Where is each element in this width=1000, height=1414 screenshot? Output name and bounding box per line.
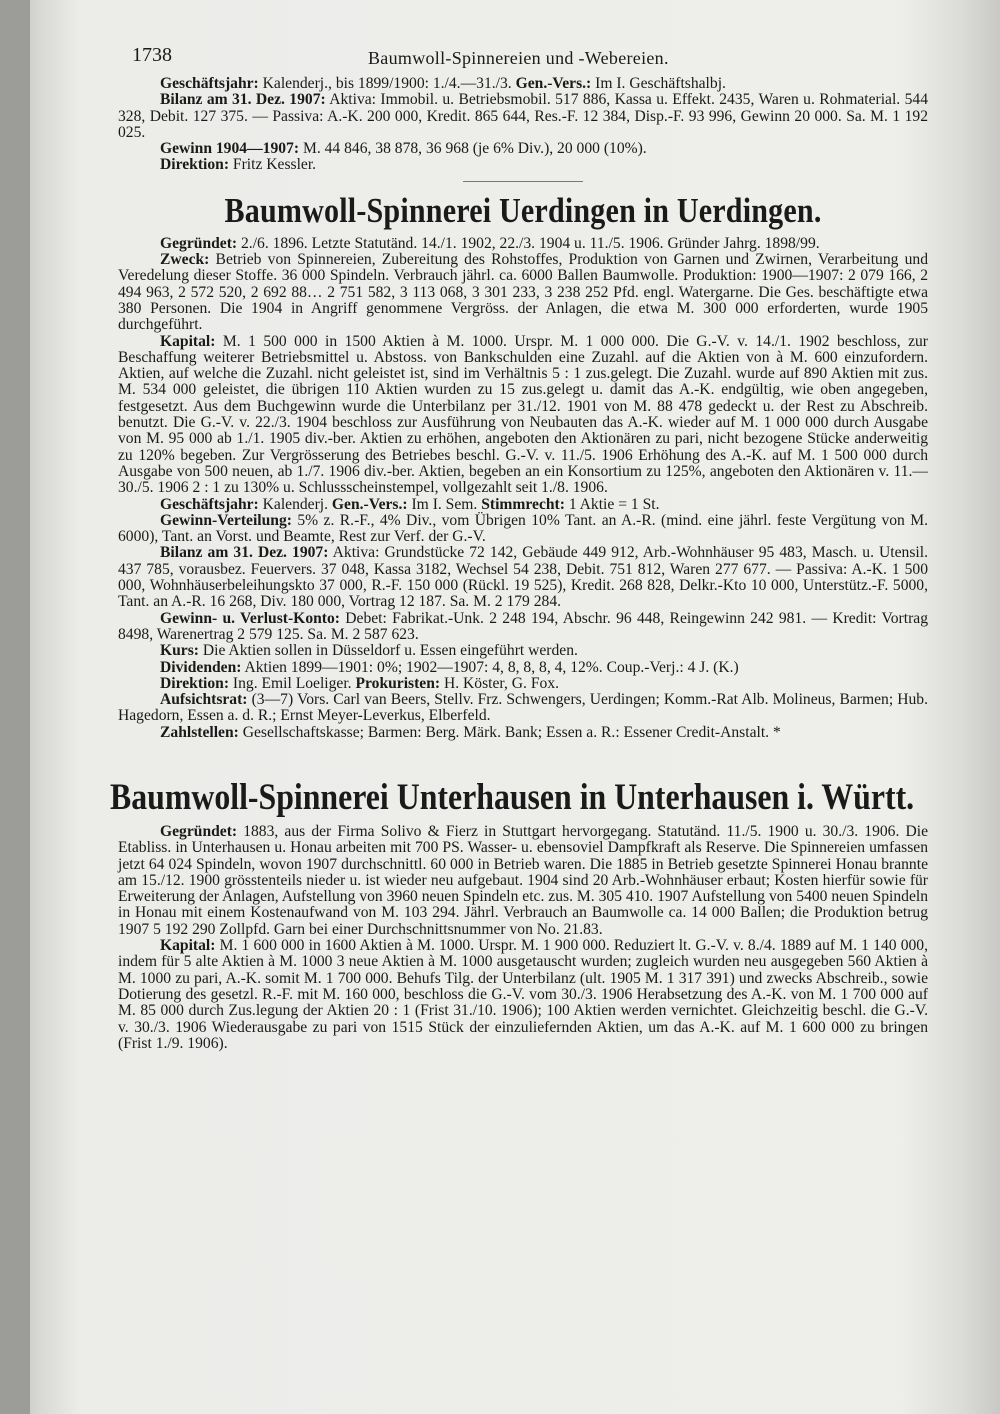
field-label: Geschäftsjahr:	[160, 495, 259, 513]
field-text: Kalenderj.	[258, 495, 332, 513]
field-text: 5% z. R.-F., 4% Div., vom Übrigen 10% Tant. an A.-R. (mind. eine jährl. feste Vergütung von M. 6000), Tant. an Vorst. und Beamte, Rest zur Verf. der G.-V.	[118, 511, 928, 546]
field-text: Ing. Emil Loeliger.	[229, 674, 356, 692]
paragraph	[118, 611, 928, 644]
field-text: Debet: Fabrikat.-Unk. 2 248 194, Abschr. 96 448, Reingewinn 242 981. — Kredit: Vortrag 8498, Warenertrag 2 579 125. Sa. M. 2 587 623.	[118, 609, 928, 643]
paragraph	[118, 545, 928, 610]
running-title: Baumwoll-Spinnereien und -Webereien.	[368, 48, 669, 68]
field-label: Bilanz am 31. Dez. 1907:	[160, 91, 326, 109]
paragraph	[118, 252, 928, 333]
field-text: M. 44 846, 38 878, 36 968 (je 6% Div.), 20 000 (10%).	[299, 140, 647, 158]
field-text: Betrieb von Spinnereien, Zubereitung des Rohstoffes, Produktion von Garnen und Zwirnen, Verarbeitung und Veredelung dieser Stoffe. 36 000 Spindeln. Verbrauch jährl. ca. 6000 Ballen Baumwolle. Produktion: 1900—1907: 2 079 166, 2 494 963, 2 572 520, 2 692 88… 2 751 582, 3 113 068, 3 301 233, 3 238 252 Pfd. engl. Watergarne. Die Ges. beschäftigte etwa 380 Personen. Die 1904 in Angriff genommene Vergröss. der Anlagen, die etwa M. 300 000 erforderten, wurde 1905 durchgeführt.	[118, 251, 928, 334]
paragraph	[118, 92, 928, 141]
field-label: Dividenden:	[160, 658, 242, 676]
paragraph	[118, 725, 928, 741]
page-number: 1738	[132, 44, 172, 66]
company-entry-unterhausen	[110, 776, 928, 1052]
page-header	[118, 40, 928, 76]
section-divider	[463, 181, 583, 182]
paragraph	[118, 824, 928, 938]
field-text: Die Aktien sollen in Düsseldorf u. Essen eingeführt werden.	[198, 642, 578, 660]
field-label: Gegründet:	[160, 822, 238, 840]
section-gap	[118, 741, 928, 767]
field-label: Kurs:	[160, 642, 199, 660]
field-text: M. 1 600 000 in 1600 Aktien à M. 1000. Urspr. M. 1 900 000. Reduziert lt. G.-V. v. 8./4. 1889 auf M. 1 140 000, indem für 5 alte Aktien à M. 1000 3 neue Aktien à M. 1000 ausgetauscht wurden; zugleich wurden neu ausgegeben 560 Aktien à M. 1000 zu pari, A.-K. somit M. 1 700 000. Behufs Tilg. der Unterbilanz (ult. 1905 M. 1 317 391) und zwecks Abschreib., sowie Dotierung des gesetzl. R.-F. mit M. 160 000, beschloss die G.-V. vom 30./3. 1906 Herabsetzung des A.-K. von M. 1 700 000 auf M. 85 000 durch Zus.legung der Aktien 20 : 1 (Frist 31./10. 1906); 100 Aktien werden vernichtet. Gleichzeitig beschl. die G.-V. v. 30./3. 1906 Wiederausgabe zu pari von 1515 Stück der einzuliefernden Aktien, um das A.-K. auf M. 1 600 000 zu bringen (Frist 1./9. 1906).	[118, 937, 928, 1052]
field-label: Prokuristen:	[355, 674, 441, 692]
field-text: Aktiva: Immobil. u. Betriebsmobil. 517 886, Kassa u. Effekt. 2435, Waren u. Rohmaterial. 544 328, Debit. 127 375. — Passiva: A.-K. 200 000, Kredit. 865 644, Res.-F. 12 384, Disp.-F. 93 996, Gewinn 20 000. Sa. M. 1 192 025.	[118, 91, 928, 141]
paragraph	[118, 660, 928, 676]
field-text: Kalenderj., bis 1899/1900: 1./4.—31./3.	[258, 75, 516, 92]
paragraph	[118, 676, 928, 692]
field-label: Direktion:	[160, 674, 230, 692]
page-content	[110, 40, 928, 1052]
field-label: Gen.-Vers.:	[331, 495, 408, 513]
field-text: 1883, aus der Firma Solivo & Fierz in Stuttgart hervorgegang. Statutänd. 11./5. 1900 u. 30./3. 1906. Die Etabliss. in Unterhausen u. Honau arbeiten mit 700 PS. Wasser- u. ebensoviel Dampfkraft als Reserve. Die Spinnereien umfassen jetzt 64 024 Spindeln, wovon 1907 durchschnittl. 60 000 in Betrieb waren. Die 1885 in Betrieb gesetzte Spinnerei Honau brannte am 15./12. 1900 grösstenteils nieder u. ist wieder neu aufgebaut. 1904 sind 20 Arb.-Wohnhäuser erbaut; Kosten hierfür sowie für Erweiterung der Anlagen, Aufstellung von 3960 neuen Spindeln etc. zus. M. 305 410. 1907 Aufstellung von 5400 neuen Spindeln in Honau mit einem Kostenaufwand von M. 103 294. Jährl. Verbrauch an Baumwolle ca. 14 000 Ballen; die Produktion betrug 1907 5 192 290 Zollpfd. Garn bei einer Durchschnittsnummer von No. 21.83.	[118, 822, 928, 938]
field-label: Kapital:	[160, 937, 216, 955]
field-label: Gewinn 1904—1907:	[160, 140, 300, 158]
paragraph	[118, 334, 928, 497]
field-label: Gegründet:	[160, 234, 238, 252]
field-text: Gesellschaftskasse; Barmen: Berg. Märk. Bank; Essen a. R.: Essener Credit-Anstalt. *	[238, 723, 781, 741]
field-label: Aufsichtsrat:	[160, 691, 248, 709]
company-title: Baumwoll-Spinnerei Unterhausen in Unterhausen i. Württ.	[110, 776, 915, 818]
paragraph	[118, 938, 928, 1052]
paragraph	[118, 157, 928, 173]
field-label: Gewinn- u. Verlust-Konto:	[160, 609, 340, 627]
field-label: Bilanz am 31. Dez. 1907:	[160, 544, 329, 562]
company-title: Baumwoll-Spinnerei Uerdingen in Uerdingen.	[224, 190, 822, 230]
paragraph	[118, 643, 928, 659]
paragraph	[118, 692, 928, 725]
field-text: Fritz Kessler.	[229, 156, 317, 174]
field-label: Gen.-Vers.:	[515, 75, 592, 92]
field-label: Stimmrecht:	[481, 495, 565, 513]
company-entry-uerdingen	[118, 190, 928, 741]
field-text: Im I. Sem.	[407, 495, 482, 513]
field-text: Im I. Geschäftshalbj.	[591, 75, 726, 92]
field-text: M. 1 500 000 in 1500 Aktien à M. 1000. Urspr. M. 1 000 000. Die G.-V. v. 14./1. 1902 beschloss, zur Beschaffung weiterer Betriebsmittel u. Abstoss. von Bankschulden eine Zuzahl. auf die Aktien von à M. 600 einzufordern. Aktien, auf welche die Zuzahl. nicht geleistet ist, sind im Verhältnis 5 : 1 zus.gelegt. Die Zuzahl. wurde auf 890 Aktien mit zus. M. 534 000 geleistet, die übrigen 110 Aktien wurden zu 15 zus.gelegt u. damit das A.-K. endgültig, wie oben angegeben, festgesetzt. Aus dem Buchgewinn wurde die Unterbilanz per 31./12. 1901 von M. 88 478 gedeckt u. der Rest zu Abschreib. benutzt. Die G.-V. v. 22./3. 1904 beschloss zur Ausführung von Neubauten das A.-K. wieder auf M. 1 000 000 durch Ausgabe von M. 95 000 ab 1./1. 1905 div.-ber. Aktien zu erhöhen, angeboten den Aktionären zu pari, nicht bezogene Stücke anderweitig zu 120% begeben. Zur Vergrösserung des Betriebes beschl. G.-V. v. 11./5. 1906 Erhöhung des A.-K. auf M. 1 500 000 durch Ausgabe von 500 neuen, ab 1./7. 1906 div.-ber. Aktien, begeben an ein Konsortium zu 125%, angeboten den Aktionären v. 11.—30./5. 1906 2 : 1 zu 130% u. Schlussscheinstempel, vollgezahlt seit 1./8. 1906.	[118, 332, 928, 497]
paragraph	[118, 497, 928, 513]
field-label: Kapital:	[160, 332, 216, 350]
paragraph	[118, 141, 928, 157]
binding-edge	[0, 0, 30, 1414]
field-text: H. Köster, G. Fox.	[440, 674, 560, 692]
field-label: Zahlstellen:	[160, 723, 239, 741]
field-label: Zweck:	[160, 251, 210, 269]
paragraph	[118, 76, 928, 92]
field-text: Aktiva: Grundstücke 72 142, Gebäude 449 912, Arb.-Wohnhäuser 95 483, Masch. u. Utensil. 437 785, vorausbez. Feuervers. 37 048, Kassa 3182, Wechsel 54 238, Debit. 751 812, Waren 277 677. — Passiva: A.-K. 1 500 000, Wohnhäuserbeleihungskto 37 000, R.-F. 150 000 (Rückl. 19 525), Kredit. 268 828, Delkr.-Kto 10 000, Unterstütz.-F. 5000, Tant. an A.-R. 16 268, Div. 180 000, Vortrag 12 187. Sa. M. 2 179 284.	[118, 544, 928, 611]
field-text: Aktien 1899—1901: 0%; 1902—1907: 4, 8, 8, 8, 4, 12%. Coup.-Verj.: 4 J. (K.)	[241, 658, 739, 676]
paragraph	[118, 513, 928, 546]
field-text: 1 Aktie = 1 St.	[564, 495, 660, 513]
field-label: Geschäftsjahr:	[160, 75, 259, 92]
field-label: Gewinn-Verteilung:	[160, 511, 292, 529]
field-label: Direktion:	[160, 156, 230, 174]
paragraph	[118, 236, 928, 252]
field-text: 2./6. 1896. Letzte Statutänd. 14./1. 1902, 22./3. 1904 u. 11./5. 1906. Gründer Jahrg. 1898/99.	[237, 234, 820, 252]
field-text: (3—7) Vors. Carl van Beers, Stellv. Frz. Schwengers, Uerdingen; Komm.-Rat Alb. Molineus, Barmen; Hub. Hagedorn, Essen a. d. R.; Ernst Meyer-Leverkus, Elberfeld.	[118, 691, 928, 725]
previous-entry	[118, 76, 928, 174]
